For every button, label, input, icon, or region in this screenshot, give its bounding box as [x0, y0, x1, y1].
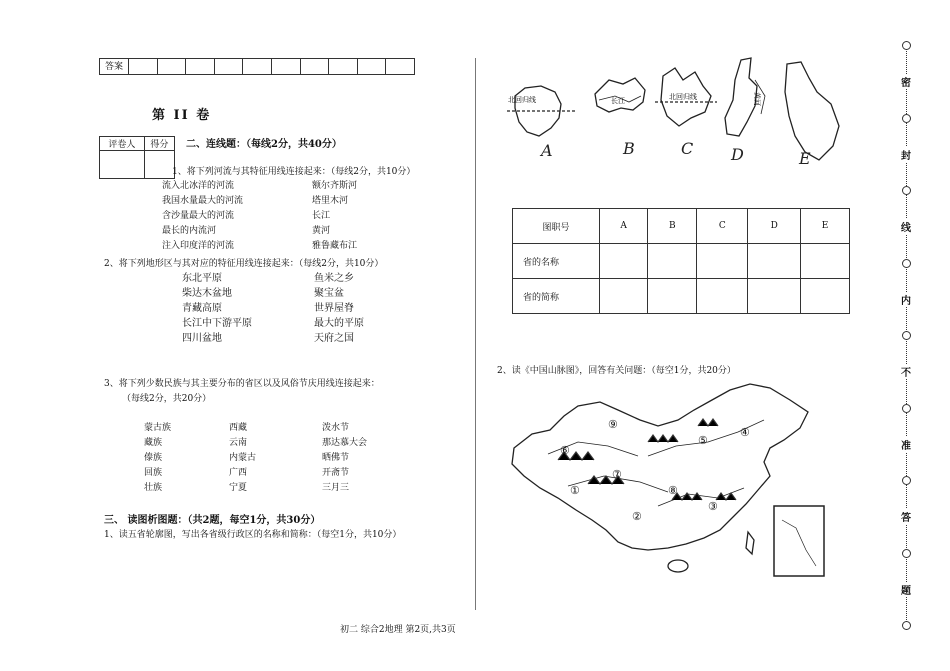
binding-hole — [902, 259, 911, 268]
match-item: 聚宝盆 — [314, 288, 344, 299]
outline-letter-a: A — [541, 141, 553, 160]
province-answer-cell — [648, 244, 697, 279]
answer-cell — [271, 59, 300, 75]
province-table-row-label: 省的名称 — [513, 244, 600, 279]
province-answer-cell — [748, 279, 801, 314]
q2-prompt: 2、将下列地形区与其对应的特征用线连接起来：（每线2分，共10分） — [104, 259, 384, 269]
match-item: 宁夏 — [229, 483, 248, 493]
answer-cell — [214, 59, 243, 75]
match-item: 雅鲁藏布江 — [312, 241, 358, 251]
province-table-col-header: A — [600, 209, 648, 244]
answer-cell — [243, 59, 272, 75]
province-table-col-header: C — [697, 209, 748, 244]
section3-q1-prompt: 1、读五省轮廓图，写出各省级行政区的名称和简称：（每空1分，共10分） — [104, 530, 402, 540]
binding-hole — [902, 549, 911, 558]
page-footer: 初二 综合2地理 第2页,共3页 — [340, 625, 456, 635]
province-answer-cell — [801, 244, 850, 279]
match-item: 流入北冰洋的河流 — [162, 181, 235, 191]
q1-right-column — [312, 180, 357, 255]
outline-letter-e: E — [799, 149, 811, 168]
binding-hole — [902, 41, 911, 50]
answer-cell — [129, 59, 158, 75]
handwritten-label-2: 长江 — [611, 97, 625, 105]
match-item: 壮族 — [144, 483, 163, 493]
match-item: 三月三 — [322, 483, 350, 493]
section2-heading: 二、连线题：（每线2分，共40分） — [186, 139, 342, 150]
south-sea-inset — [774, 506, 824, 576]
province-answer-cell — [648, 279, 697, 314]
binding-char: 内 — [901, 292, 911, 307]
match-item: 长江中下游平原 — [182, 318, 252, 329]
binding-hole — [902, 114, 911, 123]
province-table-corner: 图职号 — [513, 209, 600, 244]
outline-d — [725, 58, 757, 136]
binding-char: 封 — [901, 147, 911, 162]
q1-prompt: 1、将下列河流与其特征用线连接起来：（每线2分，共10分） — [172, 167, 416, 177]
q2-right-column — [314, 272, 364, 347]
page-divider — [475, 58, 476, 610]
match-item: 塔里木河 — [312, 196, 349, 206]
map-number-5: ⑤ — [698, 434, 708, 447]
binding-hole — [902, 186, 911, 195]
map-number-7: ⑦ — [612, 468, 622, 481]
q3-region-column — [229, 422, 256, 497]
section3-heading: 三、 读图析图题：（共2题，每空1分，共30分） — [104, 515, 321, 526]
mountain-range-3 — [648, 435, 678, 442]
answer-cell — [357, 59, 386, 75]
binding-hole — [902, 404, 911, 413]
score-box-grader-blank — [100, 151, 145, 179]
match-item: 东北平原 — [182, 273, 222, 284]
match-item: 晒佛节 — [322, 453, 350, 463]
match-item: 那达慕大会 — [322, 438, 368, 448]
province-outline-figure — [505, 56, 845, 168]
map-number-1: ① — [570, 484, 580, 497]
map-number-4: ④ — [740, 426, 750, 439]
province-answer-cell — [697, 244, 748, 279]
outline-letter-c: C — [681, 139, 694, 158]
binding-char: 准 — [901, 437, 911, 452]
match-item: 藏族 — [144, 438, 163, 448]
binding-char: 题 — [901, 582, 911, 597]
match-item: 泼水节 — [322, 423, 350, 433]
hainan-island — [668, 560, 688, 572]
handwritten-label-3: 北回归线 — [669, 93, 697, 101]
map-number-2: ② — [632, 510, 642, 523]
match-item: 鱼米之乡 — [314, 273, 354, 284]
taiwan-island — [746, 532, 754, 554]
map-number-8: ⑧ — [668, 484, 678, 497]
score-box — [99, 136, 175, 179]
province-answer-cell — [697, 279, 748, 314]
match-item: 世界屋脊 — [314, 303, 354, 314]
q3-ethnic-column — [144, 422, 171, 497]
answer-cell — [157, 59, 186, 75]
province-answer-table — [512, 208, 850, 314]
map-number-3: ③ — [708, 500, 718, 513]
match-item: 额尔齐斯河 — [312, 181, 358, 191]
binding-char: 密 — [901, 74, 911, 89]
province-answer-cell — [600, 244, 648, 279]
match-item: 内蒙古 — [229, 453, 257, 463]
score-box-score-blank — [144, 151, 174, 179]
q1-left-column — [162, 180, 243, 255]
match-item: 广西 — [229, 468, 248, 478]
match-item: 四川盆地 — [182, 333, 222, 344]
q3-prompt-points: （每线2分，共20分） — [122, 394, 212, 404]
map-number-6: ⑥ — [560, 444, 570, 457]
match-item: 青藏高原 — [182, 303, 222, 314]
china-mountain-map — [508, 380, 840, 582]
match-item: 云南 — [229, 438, 248, 448]
answer-cell — [386, 59, 415, 75]
mountain-range-4 — [698, 419, 718, 426]
answer-cell — [329, 59, 358, 75]
score-box-score: 得分 — [144, 137, 174, 151]
match-item: 开斋节 — [322, 468, 350, 478]
match-item: 最长的内流河 — [162, 226, 217, 236]
handwritten-label-1: 北回归线 — [508, 96, 536, 104]
handwritten-label-4: 黄河 — [753, 92, 761, 106]
match-item: 回族 — [144, 468, 163, 478]
match-item: 柴达木盆地 — [182, 288, 232, 299]
province-table-col-header: D — [748, 209, 801, 244]
binding-char: 不 — [901, 364, 911, 379]
map-number-9: ⑨ — [608, 418, 618, 431]
outline-b — [595, 78, 645, 112]
china-outline — [512, 384, 808, 550]
mountain-range-6 — [716, 493, 736, 500]
province-answer-cell — [801, 279, 850, 314]
match-item: 西藏 — [229, 423, 248, 433]
province-answer-cell — [600, 279, 648, 314]
match-item: 最大的平原 — [314, 318, 364, 329]
answer-cell — [186, 59, 215, 75]
volume-title: 第 II 卷 — [152, 108, 212, 123]
match-item: 我国水量最大的河流 — [162, 196, 244, 206]
province-table-col-header: E — [801, 209, 850, 244]
province-answer-cell — [748, 244, 801, 279]
binding-hole — [902, 476, 911, 485]
answer-cell — [300, 59, 329, 75]
match-item: 傣族 — [144, 453, 163, 463]
q3-festival-column — [322, 422, 367, 497]
match-item: 蒙古族 — [144, 423, 172, 433]
section3-q2-prompt: 2、读《中国山脉图》，回答有关问题：（每空1分，共20分） — [497, 366, 736, 376]
answer-table — [99, 58, 415, 75]
answer-label: 答案 — [100, 59, 129, 75]
match-item: 含沙量最大的河流 — [162, 211, 235, 221]
match-item: 长江 — [312, 211, 331, 221]
binding-hole — [902, 331, 911, 340]
outline-letter-d: D — [731, 145, 744, 164]
match-item: 注入印度洋的河流 — [162, 241, 235, 251]
binding-char: 答 — [901, 509, 911, 524]
binding-hole — [902, 621, 911, 630]
outline-e — [785, 62, 839, 160]
binding-char: 线 — [901, 219, 911, 234]
q3-prompt: 3、将下列少数民族与其主要分布的省区以及风俗节庆用线连接起来： — [104, 379, 380, 389]
q2-left-column — [182, 272, 252, 347]
province-table-col-header: B — [648, 209, 697, 244]
match-item: 黄河 — [312, 226, 331, 236]
province-table-row-label: 省的简称 — [513, 279, 600, 314]
match-item: 天府之国 — [314, 333, 354, 344]
outline-letter-b: B — [623, 139, 635, 158]
score-box-grader: 评卷人 — [100, 137, 145, 151]
